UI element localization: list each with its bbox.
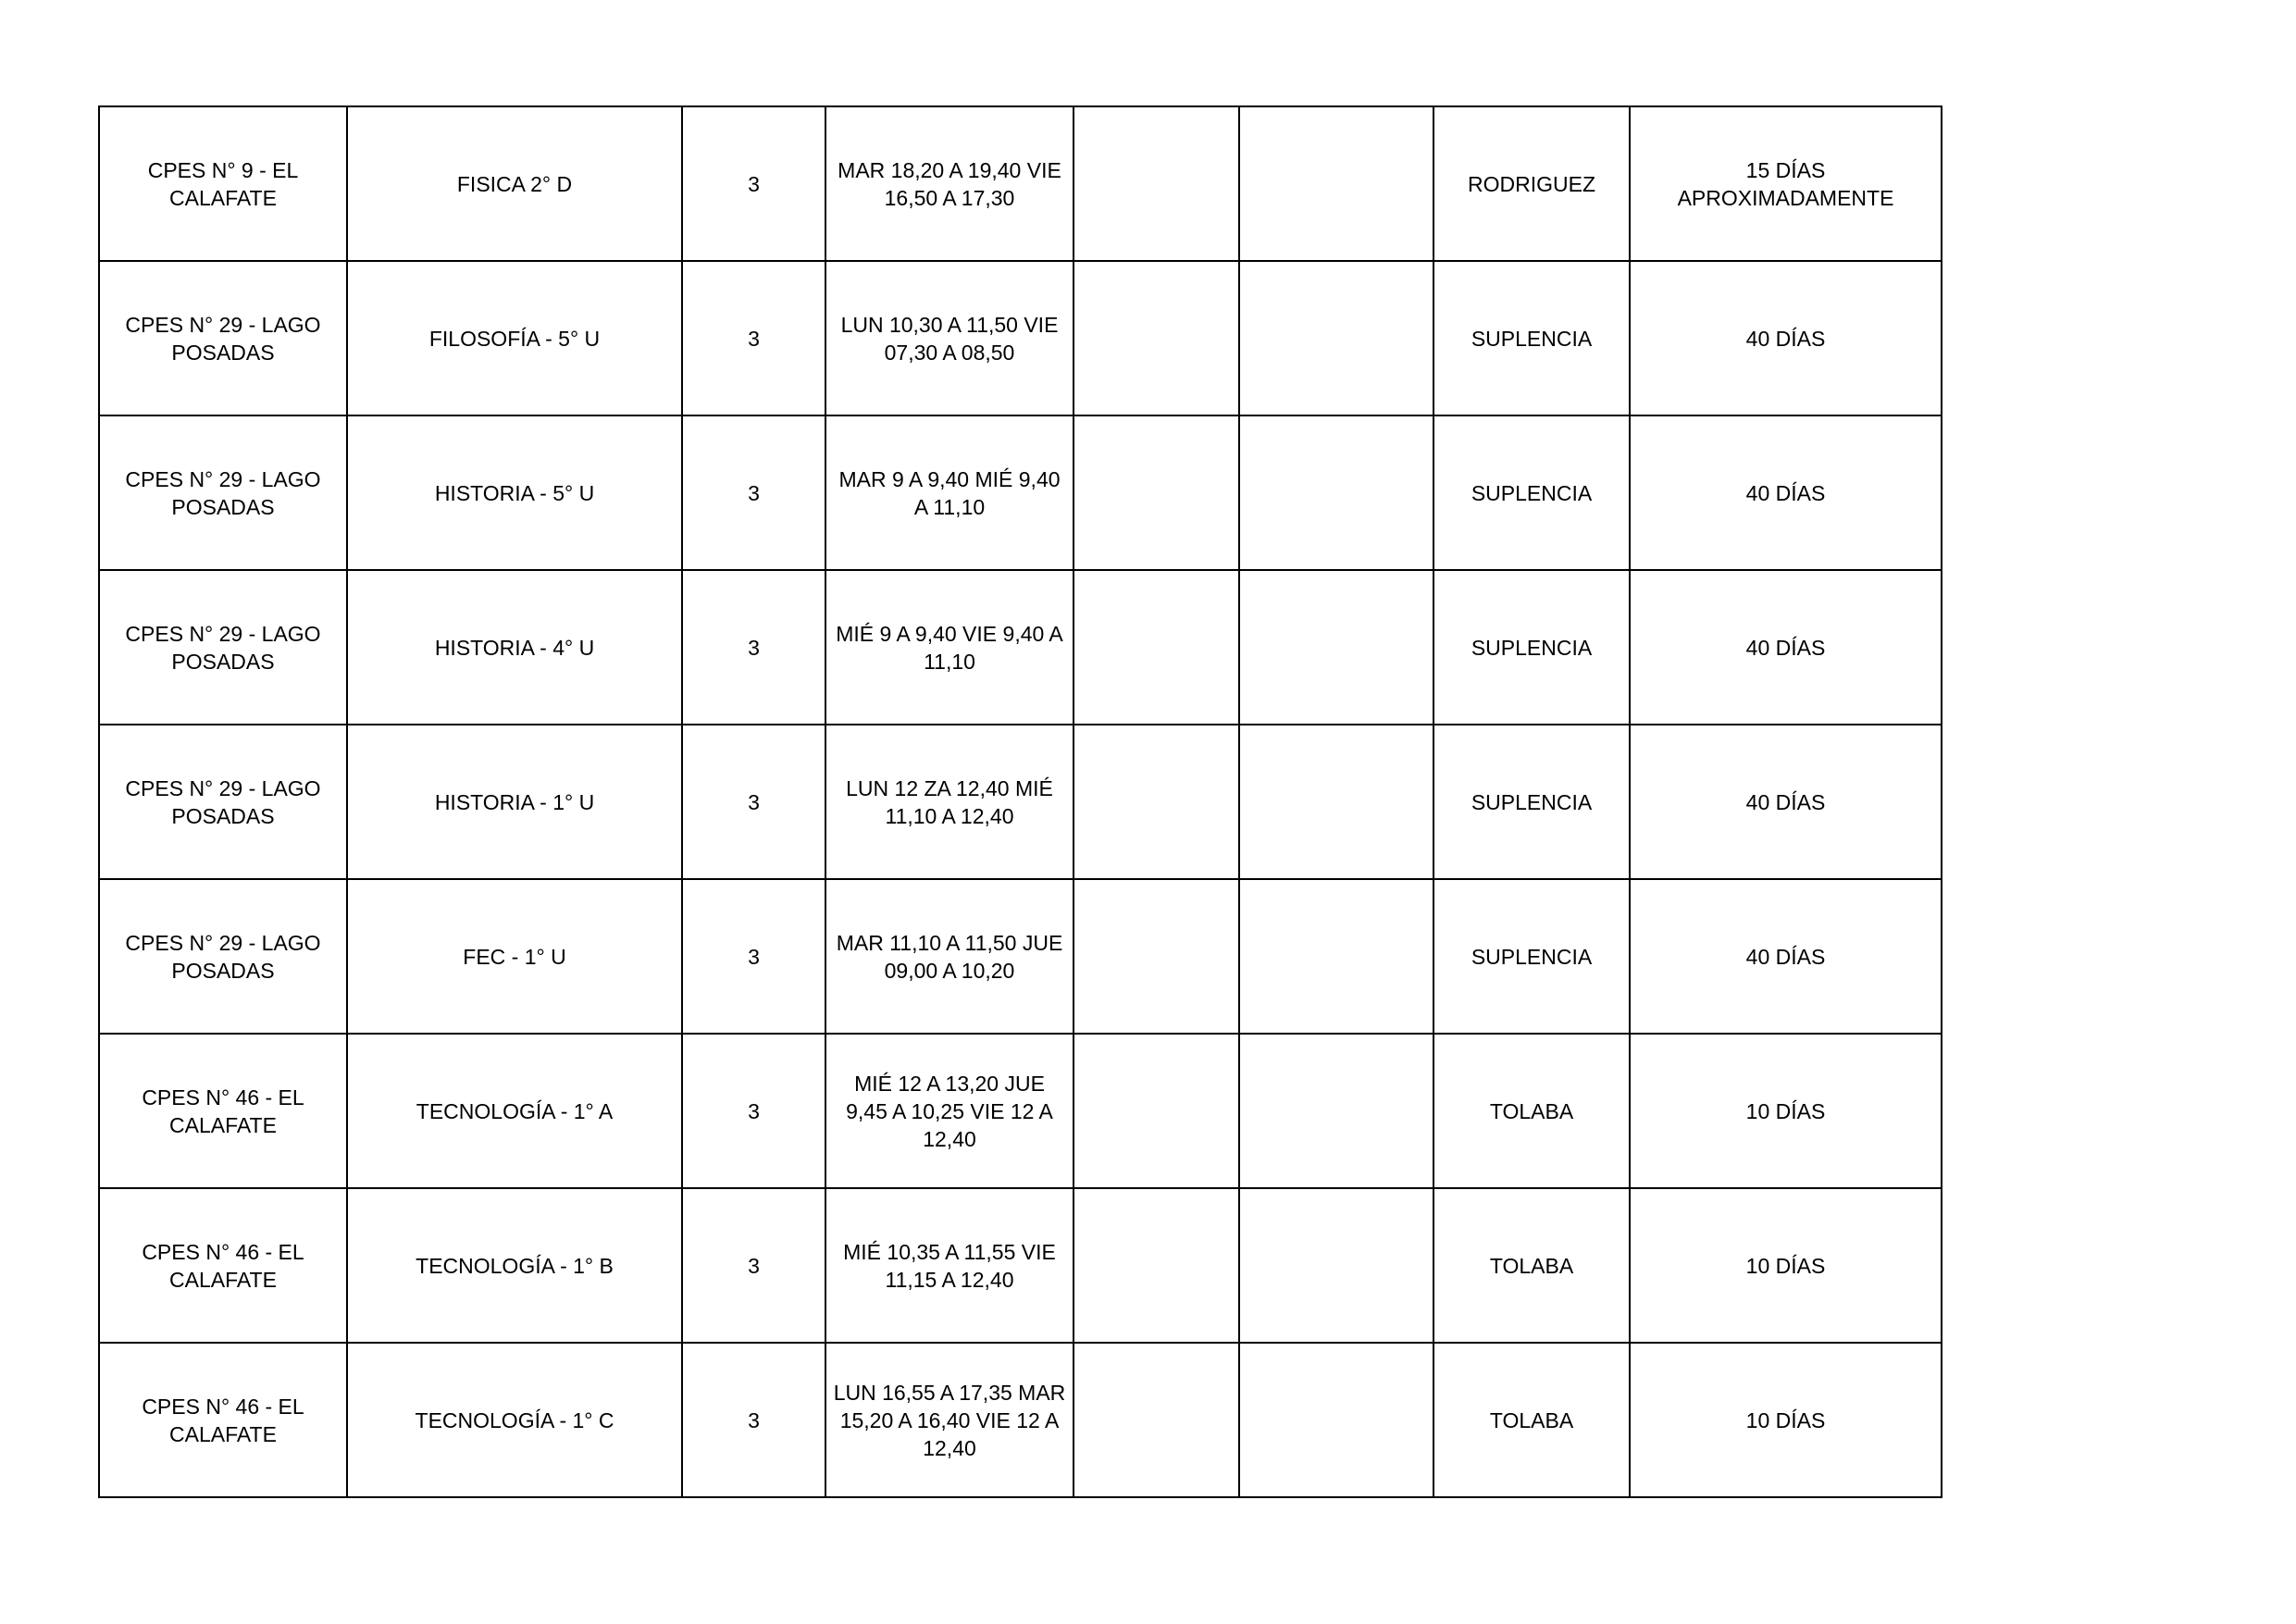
schedule-cell: MAR 9 A 9,40 MIÉ 9,40 A 11,10 [825, 415, 1074, 570]
subject-cell: TECNOLOGÍA - 1° C [347, 1343, 682, 1497]
empty-cell [1239, 1188, 1433, 1343]
empty-cell [1074, 415, 1239, 570]
teacher-cell: SUPLENCIA [1433, 415, 1630, 570]
table-row [99, 415, 1942, 570]
empty-cell [1239, 1034, 1433, 1188]
duration-cell: 15 DÍAS APROXIMADAMENTE [1630, 106, 1942, 261]
empty-cell [1074, 1188, 1239, 1343]
school-cell: CPES N° 29 - LAGO POSADAS [99, 261, 347, 415]
hours-cell: 3 [682, 261, 825, 415]
table-row [99, 1034, 1942, 1188]
subject-cell: FILOSOFÍA - 5° U [347, 261, 682, 415]
teacher-cell: RODRIGUEZ [1433, 106, 1630, 261]
empty-cell [1074, 1034, 1239, 1188]
empty-cell [1239, 106, 1433, 261]
duration-cell: 40 DÍAS [1630, 570, 1942, 725]
schedule-cell: MAR 11,10 A 11,50 JUE 09,00 A 10,20 [825, 879, 1074, 1034]
schedule-cell: LUN 10,30 A 11,50 VIE 07,30 A 08,50 [825, 261, 1074, 415]
school-cell: CPES N° 29 - LAGO POSADAS [99, 725, 347, 879]
schedule-cell: MAR 18,20 A 19,40 VIE 16,50 A 17,30 [825, 106, 1074, 261]
hours-cell: 3 [682, 1343, 825, 1497]
schedule-cell: MIÉ 10,35 A 11,55 VIE 11,15 A 12,40 [825, 1188, 1074, 1343]
teacher-cell: SUPLENCIA [1433, 570, 1630, 725]
school-cell: CPES N° 46 - EL CALAFATE [99, 1188, 347, 1343]
table-row [99, 1343, 1942, 1497]
school-cell: CPES N° 29 - LAGO POSADAS [99, 415, 347, 570]
table-row [99, 879, 1942, 1034]
empty-cell [1239, 725, 1433, 879]
duration-cell: 40 DÍAS [1630, 725, 1942, 879]
hours-cell: 3 [682, 106, 825, 261]
empty-cell [1239, 570, 1433, 725]
hours-cell: 3 [682, 1188, 825, 1343]
duration-cell: 10 DÍAS [1630, 1034, 1942, 1188]
teacher-cell: SUPLENCIA [1433, 879, 1630, 1034]
empty-cell [1239, 415, 1433, 570]
hours-cell: 3 [682, 879, 825, 1034]
hours-cell: 3 [682, 1034, 825, 1188]
schedule-cell: LUN 12 ZA 12,40 MIÉ 11,10 A 12,40 [825, 725, 1074, 879]
duration-cell: 10 DÍAS [1630, 1188, 1942, 1343]
empty-cell [1074, 106, 1239, 261]
schedule-cell: MIÉ 9 A 9,40 VIE 9,40 A 11,10 [825, 570, 1074, 725]
teacher-cell: SUPLENCIA [1433, 261, 1630, 415]
school-cell: CPES N° 46 - EL CALAFATE [99, 1343, 347, 1497]
table-row [99, 261, 1942, 415]
teacher-cell: TOLABA [1433, 1343, 1630, 1497]
subject-cell: TECNOLOGÍA - 1° B [347, 1188, 682, 1343]
empty-cell [1074, 725, 1239, 879]
duration-cell: 40 DÍAS [1630, 415, 1942, 570]
subject-cell: FISICA 2° D [347, 106, 682, 261]
duration-cell: 10 DÍAS [1630, 1343, 1942, 1497]
empty-cell [1074, 261, 1239, 415]
subject-cell: FEC - 1° U [347, 879, 682, 1034]
teacher-cell: SUPLENCIA [1433, 725, 1630, 879]
school-cell: CPES N° 9 - EL CALAFATE [99, 106, 347, 261]
subject-cell: TECNOLOGÍA - 1° A [347, 1034, 682, 1188]
subject-cell: HISTORIA - 4° U [347, 570, 682, 725]
table-row [99, 570, 1942, 725]
empty-cell [1239, 261, 1433, 415]
schedule-table [98, 105, 1942, 1498]
teacher-cell: TOLABA [1433, 1188, 1630, 1343]
hours-cell: 3 [682, 570, 825, 725]
hours-cell: 3 [682, 415, 825, 570]
subject-cell: HISTORIA - 5° U [347, 415, 682, 570]
school-cell: CPES N° 29 - LAGO POSADAS [99, 879, 347, 1034]
table-row [99, 1188, 1942, 1343]
duration-cell: 40 DÍAS [1630, 879, 1942, 1034]
empty-cell [1074, 570, 1239, 725]
table-row [99, 725, 1942, 879]
schedule-cell: LUN 16,55 A 17,35 MAR 15,20 A 16,40 VIE 12 A 12,40 [825, 1343, 1074, 1497]
schedule-cell: MIÉ 12 A 13,20 JUE 9,45 A 10,25 VIE 12 A 12,40 [825, 1034, 1074, 1188]
empty-cell [1074, 879, 1239, 1034]
duration-cell: 40 DÍAS [1630, 261, 1942, 415]
subject-cell: HISTORIA - 1° U [347, 725, 682, 879]
schedule-table-body [99, 106, 1942, 1497]
table-row [99, 106, 1942, 261]
empty-cell [1239, 1343, 1433, 1497]
hours-cell: 3 [682, 725, 825, 879]
teacher-cell: TOLABA [1433, 1034, 1630, 1188]
empty-cell [1239, 879, 1433, 1034]
empty-cell [1074, 1343, 1239, 1497]
school-cell: CPES N° 29 - LAGO POSADAS [99, 570, 347, 725]
school-cell: CPES N° 46 - EL CALAFATE [99, 1034, 347, 1188]
